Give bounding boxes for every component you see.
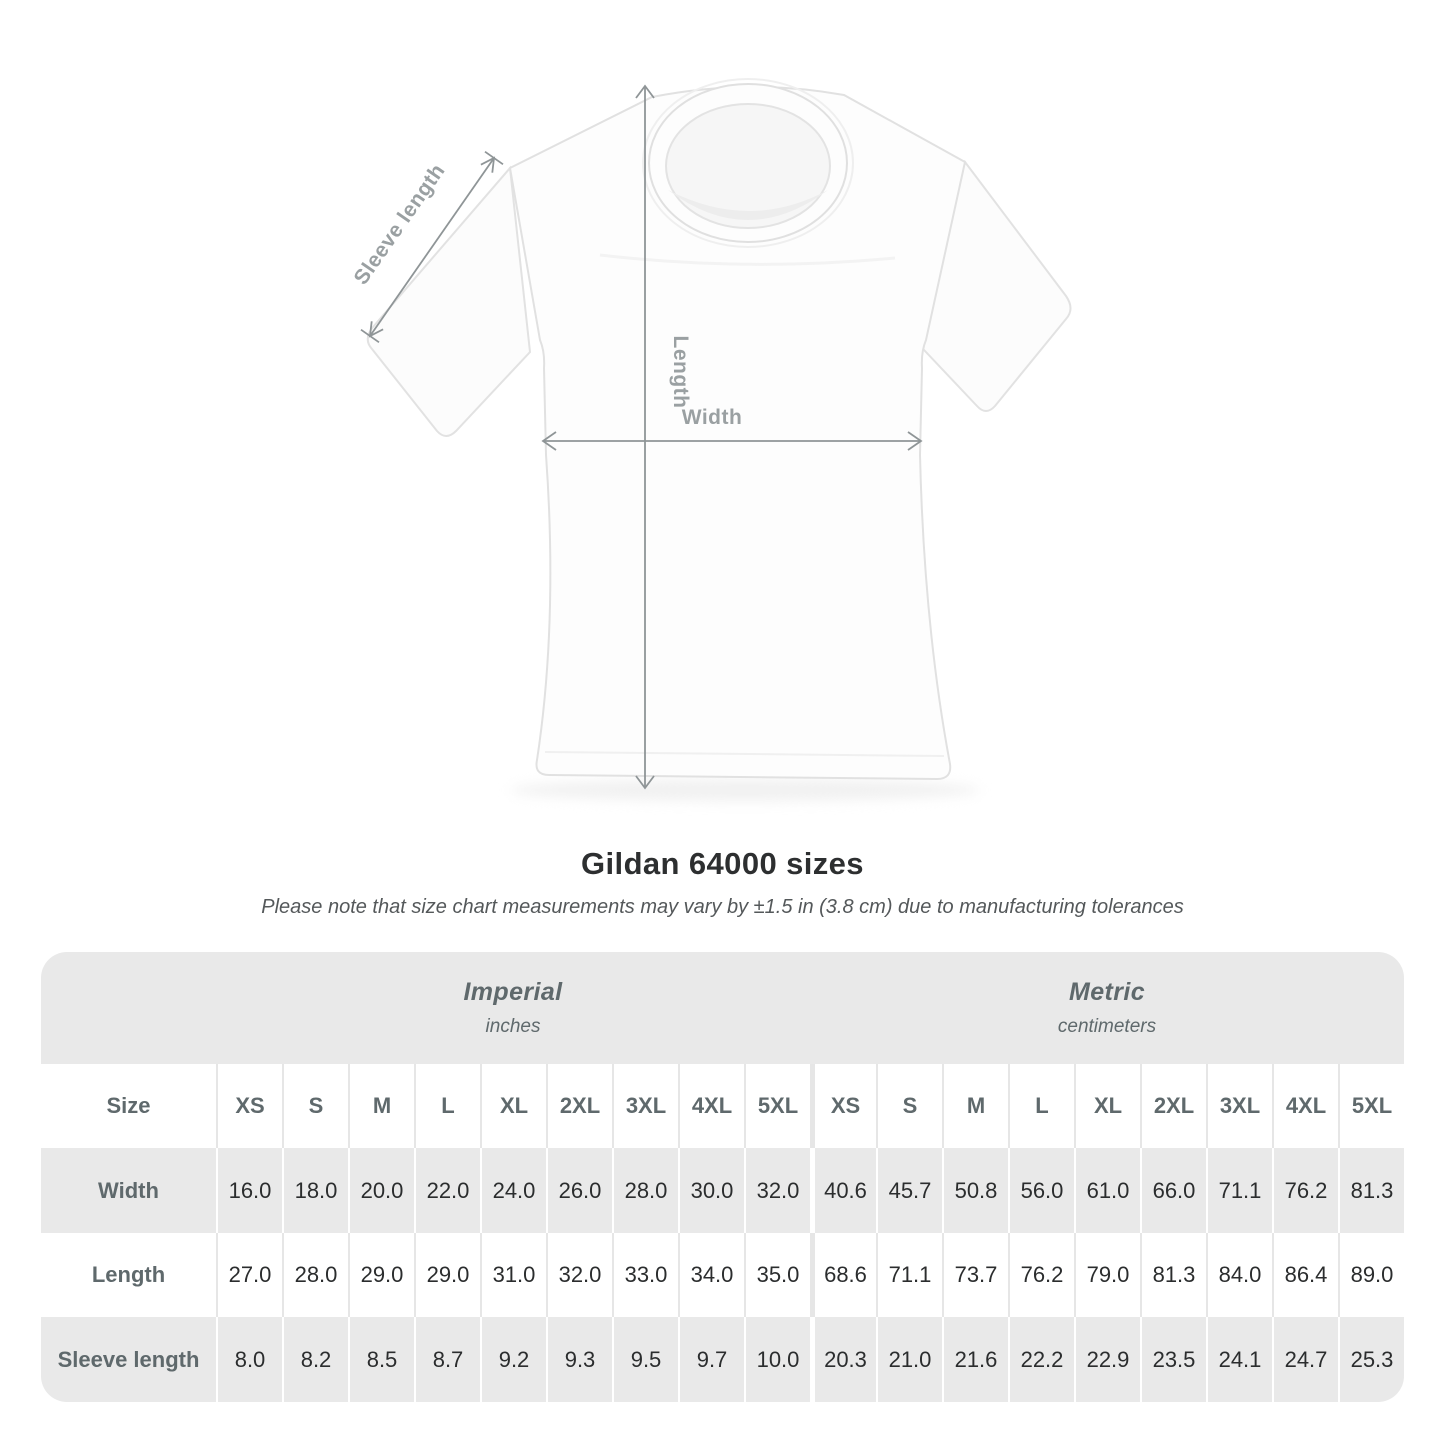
size-value-imperial: 28.0 (612, 1148, 678, 1233)
size-col-header-metric: 4XL (1272, 1064, 1338, 1148)
size-col-header-imperial: L (414, 1064, 480, 1148)
size-value-metric: 40.6 (810, 1148, 876, 1233)
width-label: Width (681, 406, 743, 429)
size-col-header-metric: M (942, 1064, 1008, 1148)
size-value-metric: 22.9 (1074, 1317, 1140, 1402)
size-value-imperial: 31.0 (480, 1233, 546, 1317)
size-value-metric: 21.0 (876, 1317, 942, 1402)
size-col-header-metric: S (876, 1064, 942, 1148)
size-value-imperial: 35.0 (744, 1233, 810, 1317)
size-value-imperial: 29.0 (414, 1233, 480, 1317)
metric-section-header (810, 952, 1404, 1064)
size-value-imperial: 29.0 (348, 1233, 414, 1317)
size-value-metric: 66.0 (1140, 1148, 1206, 1233)
metric-title: Metric (1068, 978, 1146, 1006)
size-col-header-imperial: 4XL (678, 1064, 744, 1148)
size-value-imperial: 33.0 (612, 1233, 678, 1317)
size-col-header-imperial: 5XL (744, 1064, 810, 1148)
page-title: Gildan 64000 sizes (581, 846, 864, 881)
size-corner-header: Size (41, 1064, 216, 1148)
size-value-imperial: 8.5 (348, 1317, 414, 1402)
size-value-metric: 89.0 (1338, 1233, 1404, 1317)
size-value-metric: 23.5 (1140, 1317, 1206, 1402)
size-value-metric: 24.7 (1272, 1317, 1338, 1402)
size-value-imperial: 28.0 (282, 1233, 348, 1317)
size-table (41, 952, 1404, 1402)
size-value-metric: 84.0 (1206, 1233, 1272, 1317)
size-col-header-imperial: M (348, 1064, 414, 1148)
shirt-shadow (510, 779, 980, 801)
size-col-header-imperial: 3XL (612, 1064, 678, 1148)
size-col-header-metric: XL (1074, 1064, 1140, 1148)
size-value-imperial: 8.7 (414, 1317, 480, 1402)
size-value-imperial: 20.0 (348, 1148, 414, 1233)
size-col-header-imperial: 2XL (546, 1064, 612, 1148)
size-col-header-metric: XS (810, 1064, 876, 1148)
size-value-metric: 79.0 (1074, 1233, 1140, 1317)
size-value-metric: 71.1 (876, 1233, 942, 1317)
size-col-header-imperial: S (282, 1064, 348, 1148)
size-value-imperial: 32.0 (744, 1148, 810, 1233)
size-value-imperial: 9.7 (678, 1317, 744, 1402)
size-value-imperial: 18.0 (282, 1148, 348, 1233)
row-label: Sleeve length (41, 1317, 216, 1402)
size-value-imperial: 16.0 (216, 1148, 282, 1233)
size-value-imperial: 10.0 (744, 1317, 810, 1402)
size-value-imperial: 22.0 (414, 1148, 480, 1233)
size-value-metric: 76.2 (1008, 1233, 1074, 1317)
metric-unit: centimeters (1057, 1016, 1157, 1037)
size-value-metric: 56.0 (1008, 1148, 1074, 1233)
size-value-imperial: 9.2 (480, 1317, 546, 1402)
size-value-imperial: 32.0 (546, 1233, 612, 1317)
size-value-imperial: 8.0 (216, 1317, 282, 1402)
size-value-imperial: 9.3 (546, 1317, 612, 1402)
size-value-metric: 20.3 (810, 1317, 876, 1402)
size-col-header-imperial: XL (480, 1064, 546, 1148)
size-value-metric: 24.1 (1206, 1317, 1272, 1402)
size-col-header-metric: 2XL (1140, 1064, 1206, 1148)
tolerance-note: Please note that size chart measurements may vary by ±1.5 in (3.8 cm) due to manufacturing tolerances (261, 896, 1184, 918)
size-col-header-metric: 5XL (1338, 1064, 1404, 1148)
length-label: Length (669, 335, 692, 409)
size-value-metric: 73.7 (942, 1233, 1008, 1317)
imperial-section-header (216, 952, 810, 1064)
band-corner (41, 952, 216, 1064)
left-sleeve (368, 168, 530, 436)
row-label: Length (41, 1233, 216, 1317)
collar-opening (666, 104, 830, 228)
size-value-imperial: 26.0 (546, 1148, 612, 1233)
size-value-imperial: 27.0 (216, 1233, 282, 1317)
size-value-metric: 81.3 (1338, 1148, 1404, 1233)
size-value-metric: 68.6 (810, 1233, 876, 1317)
size-value-metric: 22.2 (1008, 1317, 1074, 1402)
row-label: Width (41, 1148, 216, 1233)
size-value-metric: 71.1 (1206, 1148, 1272, 1233)
size-value-imperial: 34.0 (678, 1233, 744, 1317)
size-value-imperial: 30.0 (678, 1148, 744, 1233)
size-value-imperial: 9.5 (612, 1317, 678, 1402)
size-value-metric: 21.6 (942, 1317, 1008, 1402)
size-value-metric: 25.3 (1338, 1317, 1404, 1402)
size-col-header-imperial: XS (216, 1064, 282, 1148)
size-value-metric: 81.3 (1140, 1233, 1206, 1317)
sleeve-length-label: Sleeve length (349, 159, 450, 289)
size-value-imperial: 8.2 (282, 1317, 348, 1402)
size-value-metric: 61.0 (1074, 1148, 1140, 1233)
size-col-header-metric: L (1008, 1064, 1074, 1148)
size-value-metric: 45.7 (876, 1148, 942, 1233)
size-value-metric: 86.4 (1272, 1233, 1338, 1317)
imperial-unit: inches (485, 1016, 541, 1037)
size-value-metric: 76.2 (1272, 1148, 1338, 1233)
imperial-title: Imperial (463, 978, 563, 1006)
size-col-header-metric: 3XL (1206, 1064, 1272, 1148)
size-value-imperial: 24.0 (480, 1148, 546, 1233)
size-value-metric: 50.8 (942, 1148, 1008, 1233)
